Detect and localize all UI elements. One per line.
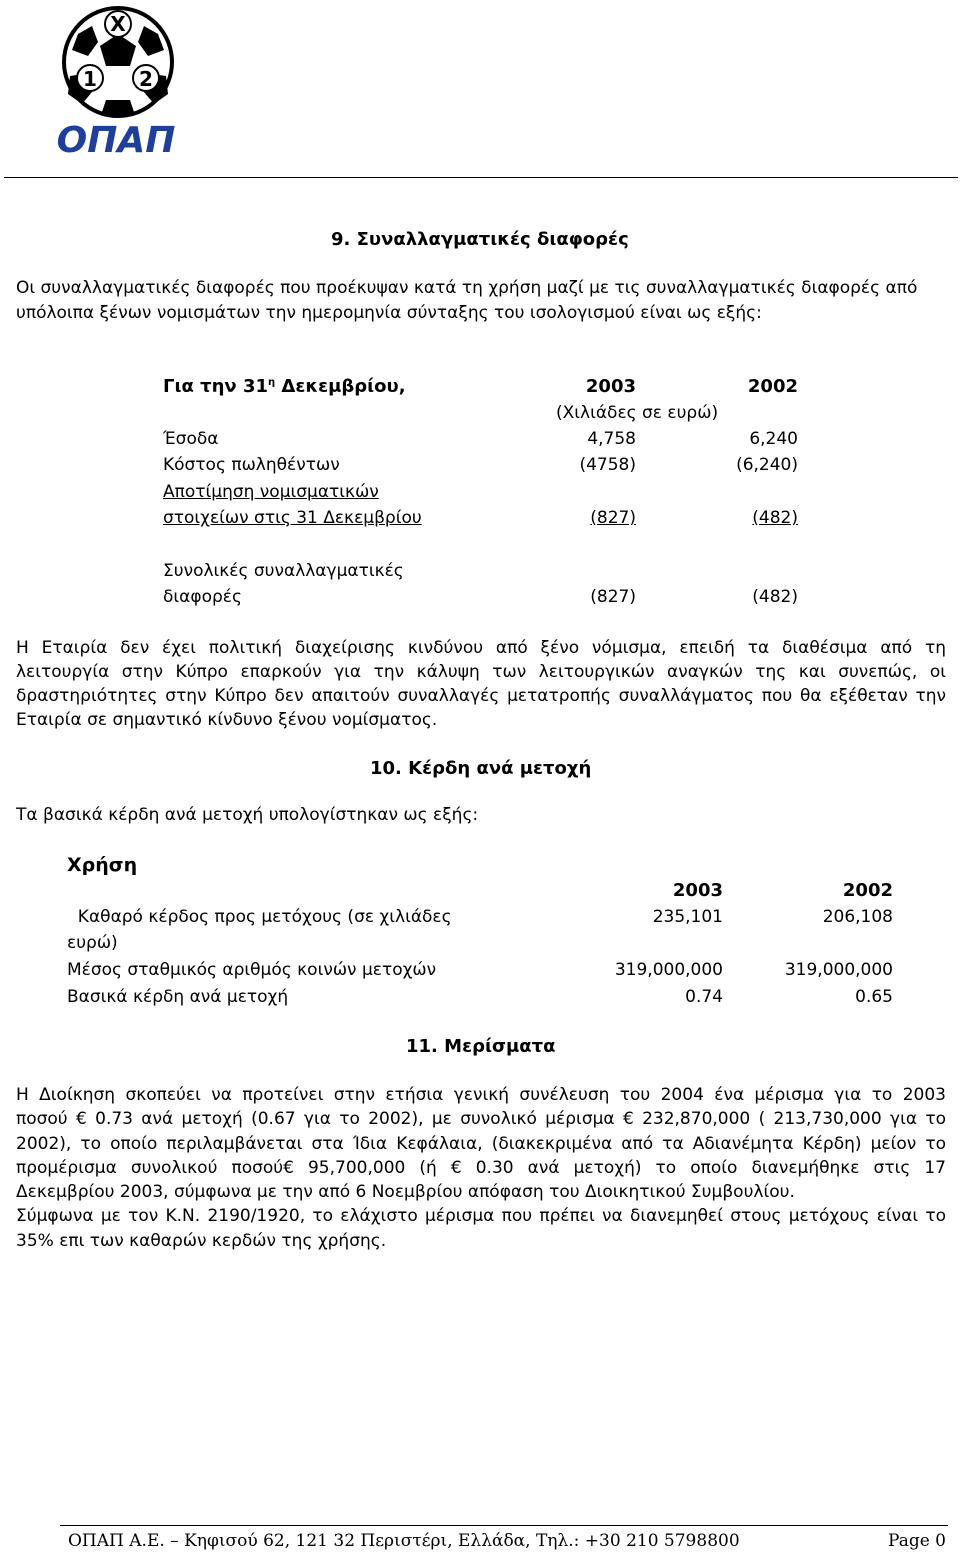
footer-address: ΟΠΑΠ Α.Ε. – Κηφισού 62, 121 32 Περιστέρι, Ελλάδα, Τηλ.: +30 210 5798800 xyxy=(68,1531,740,1551)
fx-row-total-2003: (827) xyxy=(590,587,636,607)
section11-line3: 2002), το οποίο περιλαμβάνεται στα Ίδια Κεφάλαια, (διακεκριμένα από τα Αδιανέμητα Κέρδη) μείον το xyxy=(16,1133,946,1154)
fx-table xyxy=(0,374,960,624)
fx-row-valuation-label1: Αποτίμηση νομισματικών xyxy=(163,482,379,502)
fx-row-total-label2: διαφορές xyxy=(163,587,242,607)
logo-two-mark: 2 xyxy=(139,67,153,91)
eps-row-eps-2002: 0.65 xyxy=(855,987,893,1007)
eps-row-shares-2002: 319,000,000 xyxy=(784,960,893,980)
fx-row-total-2002: (482) xyxy=(752,587,798,607)
eps-row-profit-2002: 206,108 xyxy=(822,907,893,927)
eps-row-eps-label: Βασικά κέρδη ανά μετοχή xyxy=(67,987,289,1007)
fx-row-valuation-2003: (827) xyxy=(590,508,636,528)
section9-intro xyxy=(16,276,946,325)
fx-year-2003: 2003 xyxy=(585,376,636,397)
fx-row-revenue-2002: 6,240 xyxy=(749,429,798,449)
eps-row-profit-label1: Καθαρό κέρδος προς μετόχους (σε χιλιάδες xyxy=(67,907,452,927)
logo-one-mark: 1 xyxy=(83,67,97,91)
opap-logo xyxy=(48,4,188,156)
eps-year-2002: 2002 xyxy=(842,880,893,901)
section9-note-line3: δραστηριότητες στην Κύπρο δεν απαιτούν συναλλαγές μετατροπής συναλλάγματος που θα εξέθεταν την xyxy=(16,686,946,706)
fx-row-cost-2002: (6,240) xyxy=(736,455,798,475)
fx-row-revenue-label: Έσοδα xyxy=(163,429,219,449)
fx-row-valuation-2002: (482) xyxy=(752,508,798,528)
section10-title: 10. Κέρδη ανά μετοχή xyxy=(370,758,592,779)
section11-line1: Η Διοίκηση σκοπεύει να προτείνει στην ετήσια γενική συνέλευση του 2004 ένα μέρισμα για το 2003 xyxy=(16,1085,946,1105)
eps-row-eps-2003: 0.74 xyxy=(685,987,723,1007)
section9-note-line1: Η Εταιρία δεν έχει πολιτική διαχείρισης κινδύνου από ξένο νόμισμα, επειδή τα διαθέσιμα από τη xyxy=(16,638,946,658)
logo-brand-text: ΟΠΑΠ xyxy=(56,120,176,156)
eps-row-shares-label: Μέσος σταθμικός αριθμός κοινών μετοχών xyxy=(67,960,437,980)
section9-intro-line1: Οι συναλλαγματικές διαφορές που προέκυψαν κατά τη χρήση μαζί με τις συναλλαγματικές διαφορές από xyxy=(16,278,918,298)
eps-row-profit-label2: ευρώ) xyxy=(67,933,118,953)
section11-line2: ποσού € 0.73 ανά μετοχή (0.67 για το 2002), με συνολικό μέρισμα € 232,870,000 ( 213,730,000 για το xyxy=(16,1109,946,1130)
eps-table xyxy=(0,852,960,1022)
fx-row-cost-2003: (4758) xyxy=(579,455,636,475)
logo-x-mark: X xyxy=(110,12,126,36)
section9-intro-line2: υπόλοιπα ξένων νομισμάτων την ημερομηνία σύνταξης του ισολογισμού είναι ως εξής: xyxy=(16,302,762,323)
fx-row-revenue-2003: 4,758 xyxy=(587,429,636,449)
section11-body xyxy=(16,1083,946,1253)
section9-note-line4: Εταιρία σε σημαντικό κίνδυνο ξένου νομίσματος. xyxy=(16,710,438,730)
section11-line4: προμέρισμα συνολικού ποσού€ 95,700,000 (ή € 0.30 ανά μετοχή) το οποίο διανεμήθηκε στις 17 xyxy=(16,1157,946,1178)
soccer-ball-icon xyxy=(48,4,188,156)
fx-row-total-label1: Συνολικές συναλλαγματικές xyxy=(163,561,404,581)
eps-table-header: Χρήση xyxy=(67,854,138,876)
section10-intro: Τα βασικά κέρδη ανά μετοχή υπολογίστηκαν ως εξής: xyxy=(16,805,479,825)
eps-row-shares-2003: 319,000,000 xyxy=(614,960,723,980)
fx-row-cost-label: Κόστος πωληθέντων xyxy=(163,455,340,475)
eps-year-2003: 2003 xyxy=(672,880,723,901)
eps-row-profit-2003: 235,101 xyxy=(652,907,723,927)
section11-line7: 35% επι των καθαρών κερδών της χρήσης. xyxy=(16,1230,387,1251)
section9-title: 9. Συναλλαγματικές διαφορές xyxy=(331,229,629,250)
header-rule xyxy=(4,177,958,178)
footer-page-number: Page 0 xyxy=(888,1531,946,1551)
fx-units: (Χιλιάδες σε ευρώ) xyxy=(556,403,719,423)
section9-note-line2: λειτουργία στην Κύπρο επαρκούν για την κάλυψη των λειτουργικών αναγκών της και συνεπώς, οι xyxy=(16,662,946,682)
section11-line5: Δεκεμβρίου 2003, σύμφωνα με την από 6 Νοεμβρίου απόφαση του Διοικητικού Συμβουλίου. xyxy=(16,1182,795,1203)
section11-line6: Σύμφωνα με τον Κ.Ν. 2190/1920, το ελάχιστο μέρισμα που πρέπει να διανεμηθεί στους μετόχους είναι το xyxy=(16,1206,946,1227)
footer-rule xyxy=(60,1525,948,1526)
section11-title: 11. Μερίσματα xyxy=(406,1036,556,1057)
section9-note xyxy=(16,636,946,732)
fx-year-2002: 2002 xyxy=(747,376,798,397)
fx-table-header: Για την $31^\eta$ Δεκεμβρίου, xyxy=(163,376,406,397)
fx-row-valuation-label2: στοιχείων στις 31 Δεκεμβρίου xyxy=(163,508,422,528)
